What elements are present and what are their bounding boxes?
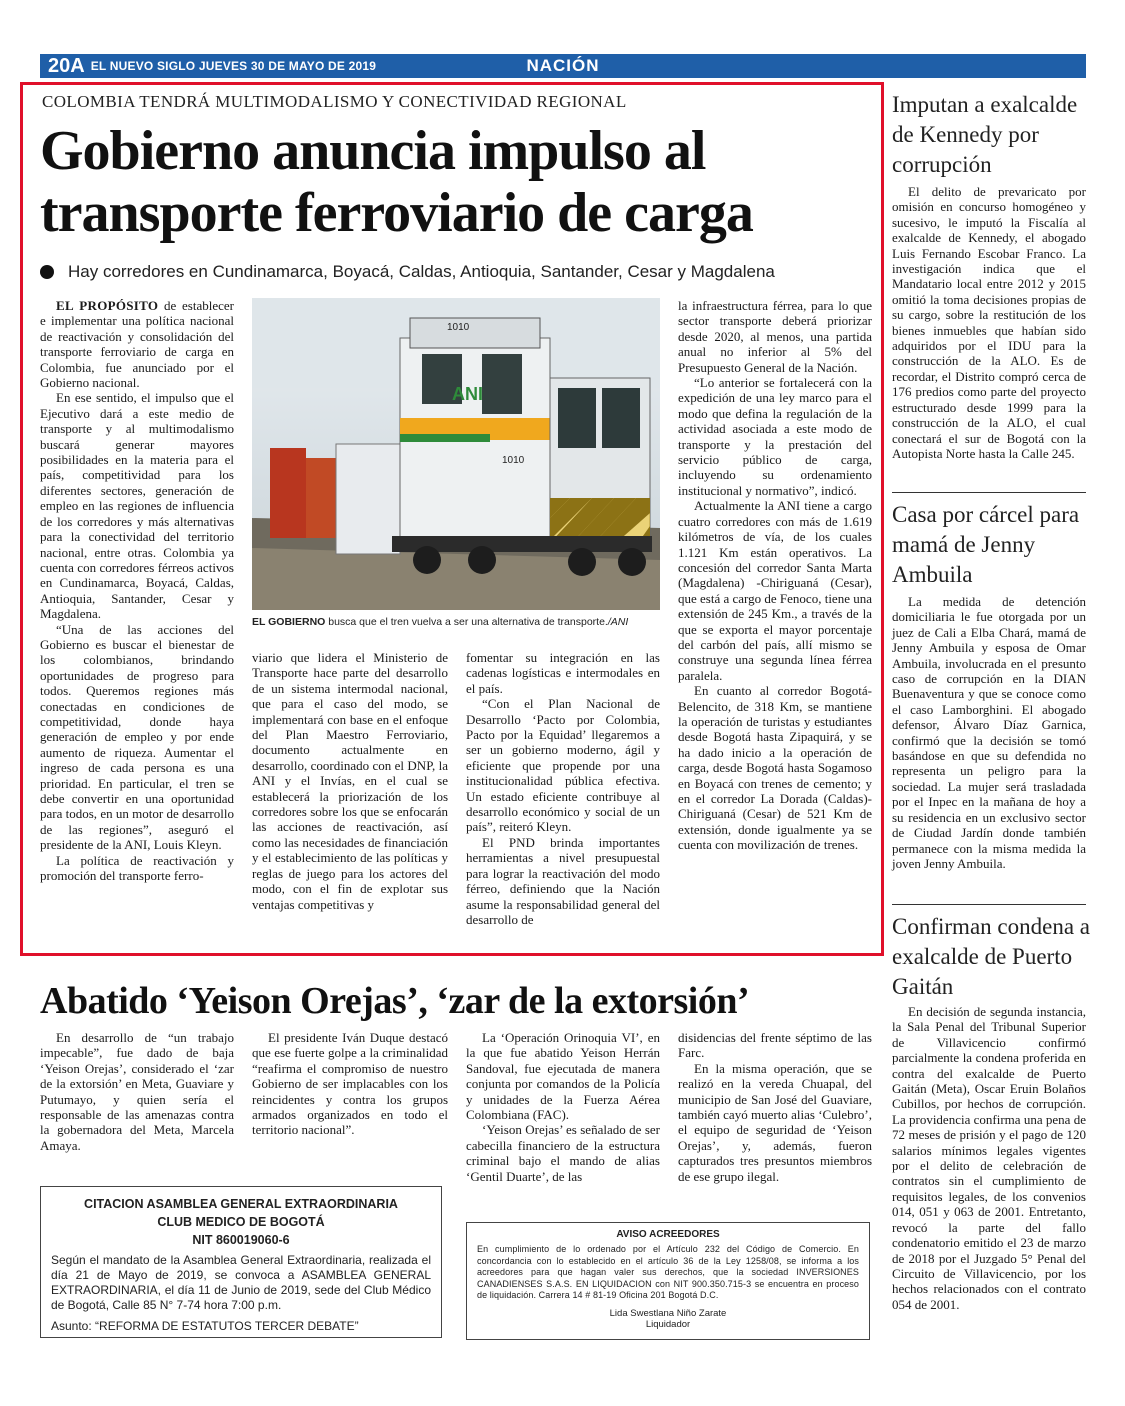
paragraph: El PND brinda importantes herramientas a nivel presupuestal para lograr la reactivación del modo férreo, definiendo que la Nación asume la responsabilidad general del desarrollo de xyxy=(466,834,660,927)
paragraph: La medida de detención domiciliaria le fue otorgada por un juez de Cali a Elba Chará, mamá de Jenny Ambuila y esposa de Omar Ambuila, involucrada en el presunto caso de corrupción en la DIAN Buenaventura y que se conoce como el caso Lamborghini. El abogado defensor, Álvaro Díaz Garnica, confirmó que la decisión se tomó basándose en que su defendida no representa un peligro para la sociedad. La mujer será trasladada por el Inpec en la mañana de hoy a su residencia en un exclusivo sector de Ciudad Jardín donde también permanece con la misma medida la joven Jenny Ambuila. xyxy=(892,594,1086,871)
caption-lead: EL GOBIERNO xyxy=(252,616,326,628)
paragraph: “Lo anterior se fortalecerá con la expedición de una ley marco para el modo que defina la regulación de la actividad asociada a este modo de transporte y la prestación del servicio público de carga, incluyendo su ordenamiento institucional y normativo”, indicó. xyxy=(678,375,872,498)
sidebar-headline-2: Casa por cárcel para mamá de Jenny Ambuila xyxy=(892,502,1080,587)
locomotive-image xyxy=(252,298,660,610)
ad-body: Según el mandato de la Asamblea General Extraordinaria, realizada el día 21 de Mayo de 2019, se convoca a ASAMBLEA GENERAL EXTRAORDINARIA, el día 11 de Junio de 2019, sede del Club Médico de Bogotá, Calle 85 N° 7-74 hora 7:00 p.m. xyxy=(51,1253,431,1312)
second-headline: Abatido ‘Yeison Orejas’, ‘zar de la extorsión’ xyxy=(40,980,750,1022)
paragraph: En decisión de segunda instancia, la Sala Penal del Tribunal Superior de Villavicencio confirmó parcialmente la condena proferida en contra del exalcalde de Puerto Gaitán (Meta), Oscar Eruin Bolaños Cubillos, por hechos de corrupción. La providencia confirma una pena de 72 meses de prisión y el pago de 120 salarios mínimos legales vigentes por el delito de celebración de contratos sin el cumplimiento de requisitos legales, de los convenios 014, 051 y 063 de 2001. Entretanto, revocó la parte del fallo condenatorio emitido el 23 de marzo de 2018 por el Juzgado 5° Penal del Circuito de Villavicencio, por los hechos relacionados con el contrato 054 de 2001. xyxy=(892,1004,1086,1312)
assembly-notice-ad xyxy=(40,1186,442,1338)
divider xyxy=(892,492,1086,493)
paragraph: El delito de prevaricato por omisión en concurso homogéneo y sucesivo, le imputó la Fiscalía al exalcalde de Kennedy, el abogado Luis Fernando Escobar Franco. La investigación indica que el Mandatario local entre 2012 y 2015 omitió la toma decisiones propias de su cargo, sobre la restitución de los bienes inmuebles que habían sido adquiridos por el IDU para la construcción de la ALO. Es de recordar, el Distrito compró cerca de 176 predios como parte del proyecto estructurado desde 1999 para la construcción de la ALO, el cual conectará el sur de Bogotá con la Autopista Norte hasta la Calle 245. xyxy=(892,184,1086,461)
ad-subtitle: CLUB MEDICO DE BOGOTÁ xyxy=(157,1215,325,1229)
subhead-text: Hay corredores en Cundinamarca, Boyacá, Caldas, Antioquia, Santander, Cesar y Magdalena xyxy=(68,262,775,281)
ad-signature-role: Liquidador xyxy=(645,1318,691,1330)
ad-title: AVISO ACREEDORES xyxy=(616,1229,720,1240)
sidebar-story-2 xyxy=(892,594,1086,871)
second-column-3 xyxy=(466,1030,660,1184)
paragraph: En ese sentido, el impulso que el Ejecutivo dará a este medio de transporte y al multimodalismo buscará generar mayores posibilidades en la materia para el país, competitividad para los diferentes sectores, generación de empleo en las regiones de influencia de los corredores y más alternativas para la conectividad del territorio nacional, entre otras. Colombia ya cuenta con corredores férreos activos en Cundinamarca, Boyacá, Caldas, Antioquia, Santander, Cesar y Magdalena. xyxy=(40,390,234,622)
paragraph: la infraestructura férrea, para lo que sector transporte deberá priorizar desde 2020, al menos, una partida anual no inferior al 5% del Presupuesto General de la Nación. xyxy=(678,298,872,375)
paragraph: La ‘Operación Orinoquia VI’, en la que fue abatido Yeison Herrán Sandoval, fue ejecutada de manera conjunta por comandos de la Policía y unidades de la Fuerza Aérea Colombiana (FAC). xyxy=(466,1030,660,1123)
caption-text: busca que el tren vuelva a ser una alternativa de transporte. xyxy=(325,616,608,628)
creditors-notice-ad xyxy=(466,1222,870,1340)
loco-number: 1010 xyxy=(502,455,525,466)
article-column-2 xyxy=(252,650,448,912)
article-column-3 xyxy=(466,650,660,927)
second-column-4 xyxy=(678,1030,872,1184)
paragraph: La política de reactivación y promoción del transporte ferro- xyxy=(40,852,234,884)
article-headline: Gobierno anuncia impulso al transporte ferroviario de carga xyxy=(40,120,753,244)
paragraph: En la misma operación, que se realizó en la vereda Chuapal, del municipio de San José del Guaviare, también cayó muerto alias ‘Culebro’, el equipo de seguridad de ‘Yeison Orejas’, y, además, fueron capturados tres presuntos miembros de ese grupo ilegal. xyxy=(678,1060,872,1184)
paragraph xyxy=(40,298,234,390)
paragraph: fomentar su integración en las cadenas logísticas e intermodales en el país. xyxy=(466,650,660,696)
train-photo xyxy=(252,298,660,610)
page-number: 20A xyxy=(48,54,85,77)
second-column-2 xyxy=(252,1030,448,1138)
caption-credit: /ANI xyxy=(607,616,629,628)
ad-nit: NIT 860019060-6 xyxy=(192,1233,290,1247)
section-name: NACIÓN xyxy=(526,56,600,75)
sidebar-headline-3: Confirman condena a exalcalde de Puerto Gaitán xyxy=(892,914,1090,999)
article-kicker: COLOMBIA TENDRÁ MULTIMODALISMO Y CONECTIVIDAD REGIONAL xyxy=(42,92,627,111)
ad-title: CITACION ASAMBLEA GENERAL EXTRAORDINARIA xyxy=(84,1197,398,1211)
loco-logo: ANI xyxy=(452,384,483,404)
ad-subject: Asunto: “REFORMA DE ESTATUTOS TERCER DEBATE” xyxy=(51,1319,359,1333)
bullet-icon xyxy=(40,265,54,279)
paragraph: viario que lidera el Ministerio de Transporte hace parte del desarrollo de un sistema intermodal nacional, que para el caso del modo, se implementará con base en el enfoque del Plan Maestro Ferroviario, documento actualmente en desarrollo, coordinado con el DNP, la ANI y el Invías, en el cual se establecerá la priorización de los corredores sobre los que se enfocarán las acciones de reactivación, así como las necesidades de financiación y el establecimiento de las políticas y reglas de juego para los actores del modo, con el fin de explotar sus ventajas competitivas y xyxy=(252,650,448,912)
photo-caption xyxy=(252,616,660,629)
paragraph: El presidente Iván Duque destacó que ese fuerte golpe a la criminalidad “reafirma el compromiso de nuestro Gobierno de ser implacables con los reincidentes y contra los grupos armados organizados en todo el territorio nacional”. xyxy=(252,1030,448,1138)
paragraph: Actualmente la ANI tiene a cargo cuatro corredores con más de 1.619 kilómetros de vía, de los cuales 1.121 Km están operativos. La concesión del corredor Santa Marta (Magdalena) -Chiriguaná (Cesar), que está a cargo de Fenoco, tiene una extensión de 245 Km., a través de la que se exporta el mayor porcentaje del carbón del país, allí mismo se construye una segunda línea férrea paralela. xyxy=(678,498,872,683)
article-column-4 xyxy=(678,298,872,853)
paragraph: ‘Yeison Orejas’ es señalado de ser cabecilla financiero de la estructura criminal bajo el mando de alias ‘Gentil Duarte’, de las xyxy=(466,1122,660,1184)
lead-in: EL PROPÓSITO xyxy=(56,298,159,313)
paragraph: En cuanto al corredor Bogotá-Belencito, de 318 Km, se mantiene la operación de turistas y estudiantes desde Bogotá hasta Zipaquirá, y se ha dado inicio a la operación de carga, desde Bogotá hasta Sogamoso en Boyacá con trenes de cemento; y en el corredor La Dorada (Caldas)-Chiriguaná (Cesar) de 521 Km de extensión, donde igualmente ya se cuenta con movilización de trenes. xyxy=(678,683,872,853)
ad-signature-name: Lida Swestlana Niño Zarate xyxy=(609,1307,727,1319)
page-header-bar xyxy=(40,54,1086,78)
second-column-1 xyxy=(40,1030,234,1153)
paragraph: “Una de las acciones del Gobierno es buscar el bienestar de los colombianos, brindando oportunidades de progreso para todos. Queremos regiones más conectadas en condiciones de competitividad, donde haya generación de empleo y por ende aumento de riqueza. Aumentar el ingreso de cada persona es una prioridad. En particular, el tren se debe convertir en una oportunidad para todos, en un motor de desarrollo de las regiones”, aseguró el presidente de la ANI, Louis Kleyn. xyxy=(40,621,234,853)
ad-body: En cumplimiento de lo ordenado por el Artículo 232 del Código de Comercio. En concordancia con lo establecido en el artículo 36 de la Ley 1258/08, se informa a los acreedores para que hagan valer sus derechos, que la sociedad INVERSIONES CANADIENSES S.A.S. EN LIQUIDACION con NIT 900.350.715-3 se encuentra en proceso de liquidación. Carrera 14 # 81-19 Oficina 201 Bogotá D.C. xyxy=(477,1244,859,1300)
paragraph: disidencias del frente séptimo de las Farc. xyxy=(678,1030,872,1061)
sidebar-story-3 xyxy=(892,1004,1086,1312)
paragraph: En desarrollo de “un trabajo impecable”, fue dado de baja ‘Yeison Orejas’, considerado el ‘zar de la extorsión’ en Meta, Guaviare y Putumayo, y quien sería el responsable de las amenazas contra la gobernadora del Meta, Marcela Amaya. xyxy=(40,1030,234,1153)
loco-number-top: 1010 xyxy=(447,322,470,333)
paragraph: “Con el Plan Nacional de Desarrollo ‘Pacto por Colombia, Pacto por la Equidad’ llegaremos a ser un gobierno moderno, ágil y eficiente que propende por una institucionalidad pública efectiva. Un estado eficiente contribuye al desarrollo económico y social de un país”, reiteró Kleyn. xyxy=(466,696,660,835)
masthead-date: EL NUEVO SIGLO JUEVES 30 DE MAYO DE 2019 xyxy=(90,59,377,73)
sidebar-headline-1: Imputan a exalcalde de Kennedy por corrupción xyxy=(892,92,1078,177)
divider xyxy=(892,904,1086,905)
article-column-1 xyxy=(40,298,234,883)
sidebar-story-1 xyxy=(892,184,1086,461)
paragraph-text: de establecer e implementar una política nacional de reactivación y consolidación del transporte ferroviario de carga en Colombia, fue anunciado por el Gobierno nacional. xyxy=(40,298,234,391)
article-subhead xyxy=(40,262,775,282)
